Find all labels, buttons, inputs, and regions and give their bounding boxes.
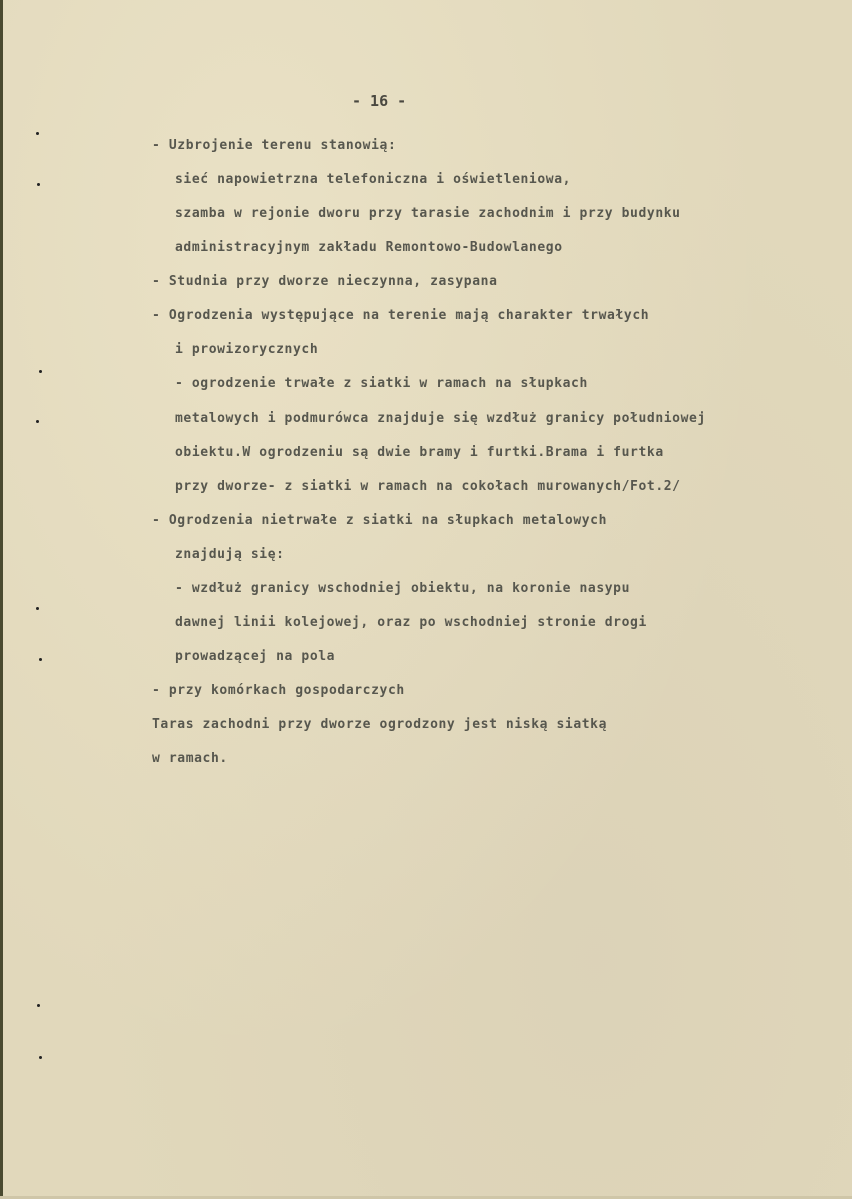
punch-hole-mark <box>39 370 42 373</box>
text-line: administracyjnym zakładu Remontowo-Budowlanego <box>175 240 563 255</box>
text-line: - Ogrodzenia występujące na terenie mają charakter trwałych <box>152 308 650 323</box>
text-line: metalowych i podmurówca znajduje się wzdłuż granicy południowej <box>175 411 706 426</box>
punch-hole-mark <box>37 1004 40 1007</box>
text-line: - Uzbrojenie terenu stanowią: <box>152 138 397 153</box>
text-line: znajdują się: <box>175 547 285 562</box>
text-line: obiektu.W ogrodzeniu są dwie bramy i furtki.Brama i furtka <box>175 445 664 460</box>
text-line: i prowizorycznych <box>175 342 319 357</box>
punch-hole-mark <box>36 132 39 135</box>
text-line: przy dworze- z siatki w ramach na cokołach murowanych/Fot.2/ <box>175 479 681 494</box>
punch-hole-mark <box>39 1056 42 1059</box>
page-left-edge <box>0 0 3 1199</box>
text-line: dawnej linii kolejowej, oraz po wschodniej stronie drogi <box>175 615 647 630</box>
text-line: - Studnia przy dworze nieczynna, zasypana <box>152 274 498 289</box>
punch-hole-mark <box>36 607 39 610</box>
text-line: - ogrodzenie trwałe z siatki w ramach na słupkach <box>175 376 588 391</box>
page-number: - 16 - <box>352 92 407 110</box>
punch-hole-mark <box>36 420 39 423</box>
text-line: w ramach. <box>152 751 228 766</box>
text-line: Taras zachodni przy dworze ogrodzony jest niską siatką <box>152 717 608 732</box>
punch-hole-mark <box>37 183 40 186</box>
text-line: - Ogrodzenia nietrwałe z siatki na słupkach metalowych <box>152 513 608 528</box>
text-line: - przy komórkach gospodarczych <box>152 683 405 698</box>
text-line: prowadzącej na pola <box>175 649 336 664</box>
text-line: - wzdłuż granicy wschodniej obiektu, na koronie nasypu <box>175 581 631 596</box>
text-line: szamba w rejonie dworu przy tarasie zachodnim i przy budynku <box>175 206 681 221</box>
punch-hole-mark <box>39 658 42 661</box>
text-line: sieć napowietrzna telefoniczna i oświetleniowa, <box>175 172 572 187</box>
